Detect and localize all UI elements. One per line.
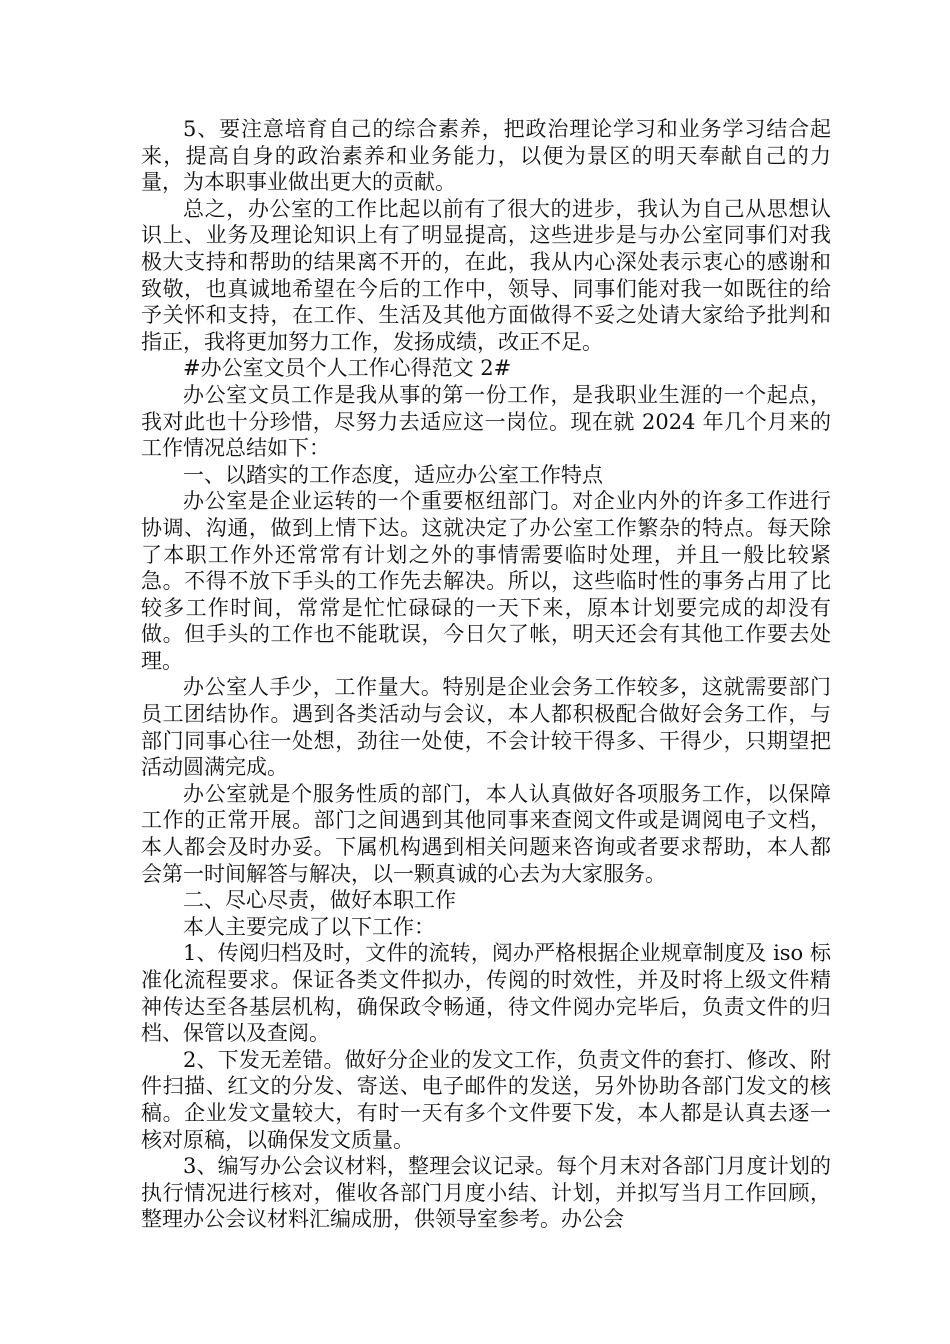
list-item-meeting-materials: 3、编写办公会议材料，整理会议记录。每个月末对各部门月度计划的执行情况进行核对，催收各部门月度小结、计划，并拟写当月工作回顾，整理办公会议材料汇编成册，供领导室参考。办公会 bbox=[141, 1154, 831, 1232]
heading-work-attitude: 一、以踏实的工作态度，适应办公室工作特点 bbox=[183, 462, 603, 487]
paragraph-service: 办公室就是个服务性质的部门，本人认真做好各项服务工作，以保障工作的正常开展。部门之间遇到其他同事来查阅文件或是调阅电子文档，本人都会及时办妥。下属机构遇到相关问题来咨询或者要求帮助，本人都会第一时间解答与解决，以一颗真诚的心去为大家服务。 bbox=[141, 781, 831, 886]
paragraph-intro: 办公室文员工作是我从事的第一份工作，是我职业生涯的一个起点，我对此也十分珍惜，尽努力去适应这一岗位。现在就 2024 年几个月来的工作情况总结如下： bbox=[141, 382, 831, 461]
paragraph-office-hub: 办公室是企业运转的一个重要枢纽部门。对企业内外的许多工作进行协调、沟通，做到上情下达。这就决定了办公室工作繁杂的特点。每天除了本职工作外还常常有计划之外的事情需要临时处理，并且一般比较紧急。不得不放下手头的工作先去解决。所以，这些临时性的事务占用了比较多工作时间，常常是忙忙碌碌的一天下来，原本计划要完成的却没有做。但手头的工作也不能耽误，今日欠了帐，明天还会有其他工作要去处理。 bbox=[141, 489, 831, 673]
list-item-archiving: 1、传阅归档及时，文件的流转，阅办严格根据企业规章制度及 iso 标准化流程要求。保证各类文件拟办，传阅的时效性，并及时将上级文件精神传达至各基层机构，确保政令畅通，待文件阅办完毕后，负责文件的归档、保管以及查阅。 bbox=[141, 941, 831, 1046]
list-item-dispatch: 2、下发无差错。做好分企业的发文工作，负责文件的套打、修改、附件扫描、红文的分发、寄送、电子邮件的发送，另外协助各部门发文的核稿。企业发文量较大，有时一天有多个文件要下发，本人都是认真去逐一核对原稿，以确保发文质量。 bbox=[141, 1047, 831, 1152]
paragraph-teamwork: 办公室人手少，工作量大。特别是企业会务工作较多，这就需要部门员工团结协作。遇到各类活动与会议，本人都积极配合做好会务工作，与部门同事心往一处想，劲往一处使，不会计较干得多、干得少，只期望把活动圆满完成。 bbox=[141, 675, 831, 780]
paragraph-summary: 总之，办公室的工作比起以前有了很大的进步，我认为自己从思想认识上、业务及理论知识上有了明显提高，这些进步是与办公室同事们对我极大支持和帮助的结果离不开的，在此，我从内心深处表示衷心的感谢和致敬，也真诚地希望在今后的工作中，领导、同事们能对我一如既往的给予关怀和支持，在工作、生活及其他方面做得不妥之处请大家给予批判和指正，我将更加努力工作，发扬成绩，改正不足。 bbox=[141, 196, 831, 354]
paragraph-self-cultivation: 5、要注意培育自己的综合素养，把政治理论学习和业务学习结合起来，提高自身的政治素养和业务能力，以便为景区的明天奉献自己的力量，为本职事业做出更大的贡献。 bbox=[141, 117, 831, 195]
paragraph-completed-work: 本人主要完成了以下工作： bbox=[183, 914, 435, 939]
section-heading-sample-2: #办公室文员个人工作心得范文 2# bbox=[183, 356, 512, 381]
document-page bbox=[141, 116, 831, 1233]
heading-duties: 二、尽心尽责，做好本职工作 bbox=[183, 888, 456, 913]
